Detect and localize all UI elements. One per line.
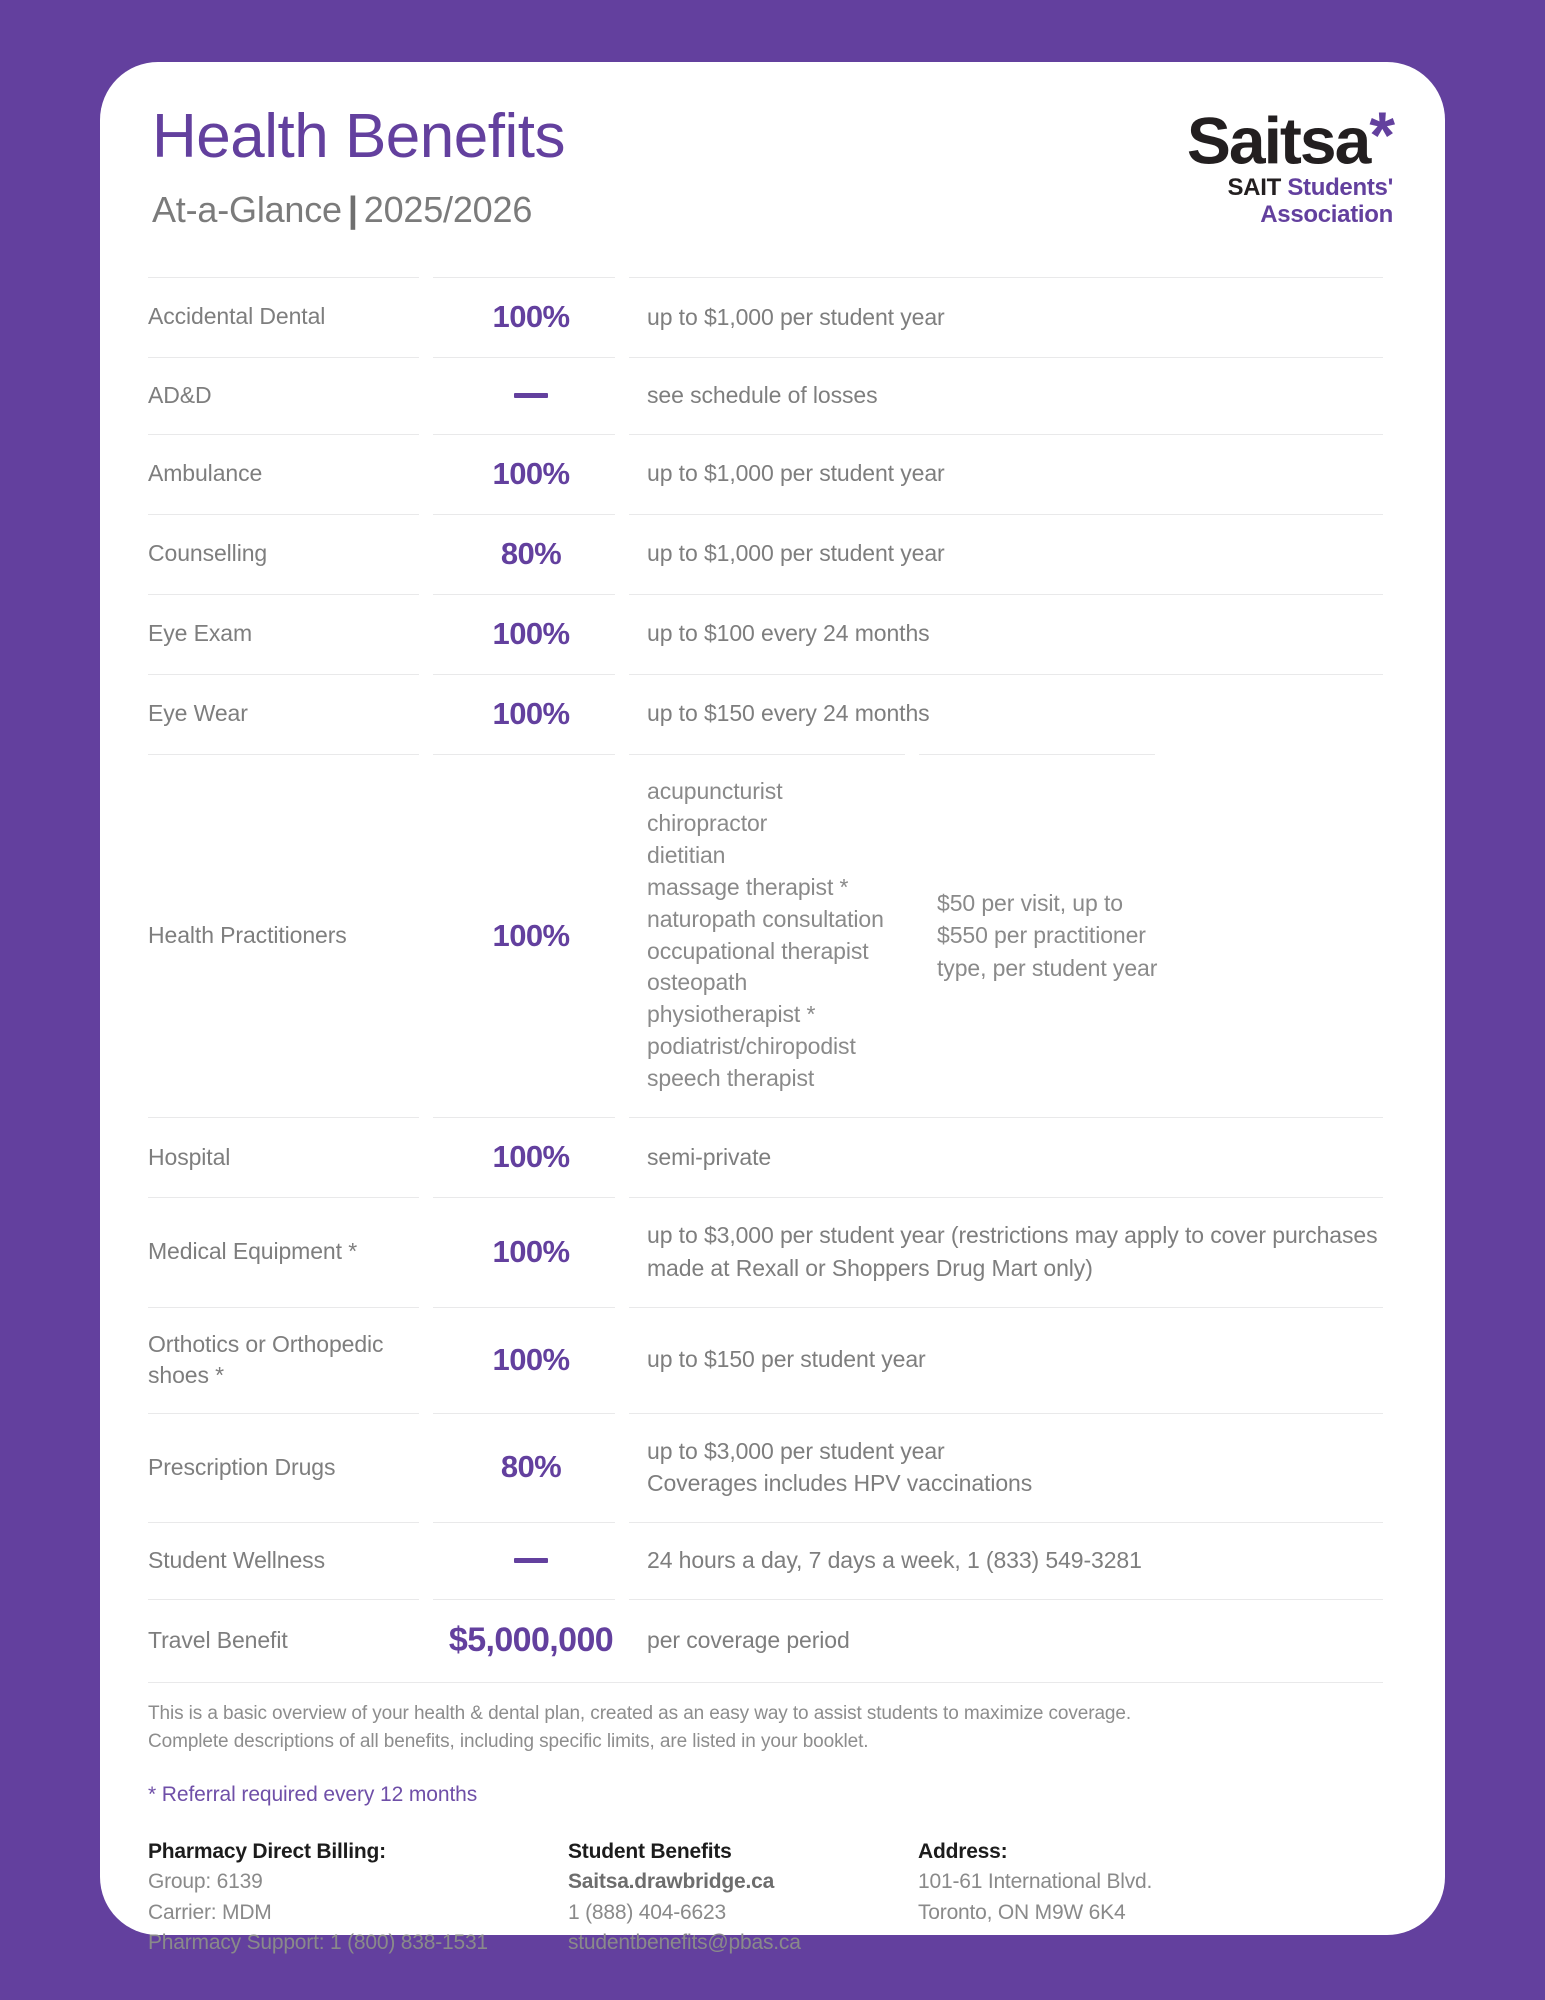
logo-wordmark [1083, 98, 1393, 178]
list-item: speech therapist [647, 1065, 815, 1092]
benefit-description-cell: semi-private [629, 1117, 1397, 1197]
benefit-percent-cell: 100% [433, 1307, 629, 1413]
list-item: occupational therapist [647, 937, 869, 964]
list-item: naturopath consultation [647, 905, 884, 932]
table-row [148, 434, 1397, 514]
description-line: Coverages includes HPV vaccinations [647, 1470, 1033, 1497]
page-title: Health Benefits [152, 102, 565, 171]
disclaimer-notes [148, 1682, 1397, 1807]
benefit-percent-cell [433, 357, 629, 434]
benefit-description-cell: up to $1,000 per student year [629, 514, 1397, 594]
benefit-name-cell: Accidental Dental [148, 277, 433, 357]
practitioner-list [647, 776, 884, 1096]
footer-column-address [918, 1837, 1397, 1959]
list-item: chiropractor [647, 809, 768, 836]
benefit-description-cell: up to $150 every 24 months [629, 674, 1397, 754]
benefit-name-cell: Ambulance [148, 434, 433, 514]
benefit-percent-cell: 100% [433, 594, 629, 674]
benefit-name-cell: Eye Wear [148, 674, 433, 754]
table-row [148, 674, 1397, 754]
benefit-percent-cell: $5,000,000 [433, 1599, 629, 1682]
benefit-name-cell: Prescription Drugs [148, 1413, 433, 1522]
benefit-description-cell: see schedule of losses [629, 357, 1397, 434]
benefits-table [148, 277, 1397, 1682]
logo-association-text: Association [1260, 201, 1393, 229]
list-item: podiatrist/chiropodist [647, 1033, 856, 1060]
benefit-name-cell: Health Practitioners [148, 754, 433, 1118]
benefit-name-cell: Travel Benefit [148, 1599, 433, 1682]
benefit-percent-cell: 100% [433, 434, 629, 514]
address-line-2: Toronto, ON M9W 6K4 [918, 1900, 1126, 1924]
pharmacy-heading: Pharmacy Direct Billing: [148, 1839, 386, 1863]
logo-wordmark-text: Saitsa [1186, 103, 1370, 178]
benefit-description-cell: up to $3,000 per student year (restrictions may apply to cover purchases made at Rexall or Shoppers Drug Mart only) [629, 1197, 1397, 1306]
logo-subline-1 [1083, 175, 1393, 202]
referral-note: * Referral required every 12 months [148, 1782, 478, 1806]
benefit-percent-cell [433, 1522, 629, 1599]
benefit-percent-cell: 100% [433, 1197, 629, 1306]
address-heading: Address: [918, 1839, 1008, 1863]
table-row [148, 1117, 1397, 1197]
practitioner-limit-cell: $50 per visit, up to $550 per practitioner type, per student year [919, 754, 1169, 1118]
em-dash-icon [514, 1558, 548, 1563]
list-item: massage therapist * [647, 873, 849, 900]
benefit-description-cell: 24 hours a day, 7 days a week, 1 (833) 549-3281 [629, 1522, 1397, 1599]
benefits-website-link[interactable]: Saitsa.drawbridge.ca [568, 1870, 775, 1894]
subtitle-divider: | [347, 189, 358, 231]
benefit-name-cell: Student Wellness [148, 1522, 433, 1599]
benefit-description-cell: up to $1,000 per student year [629, 434, 1397, 514]
practitioner-list-cell [629, 754, 919, 1118]
em-dash-icon [514, 393, 548, 398]
benefits-phone[interactable]: 1 (888) 404-6623 [568, 1900, 726, 1924]
benefit-name-cell: AD&D [148, 357, 433, 434]
footer-contacts [148, 1837, 1397, 1959]
benefit-percent-cell: 100% [433, 1117, 629, 1197]
benefit-description-cell: up to $100 every 24 months [629, 594, 1397, 674]
table-row-health-practitioners [148, 754, 1397, 1118]
content-card [100, 62, 1445, 1955]
table-row [148, 1599, 1397, 1682]
list-item: dietitian [647, 841, 726, 868]
benefit-name-cell: Medical Equipment * [148, 1197, 433, 1306]
table-row [148, 514, 1397, 594]
table-row [148, 1307, 1397, 1413]
pharmacy-support: Pharmacy Support: 1 (800) 838-1531 [148, 1931, 488, 1955]
subtitle-label: At-a-Glance [152, 189, 342, 231]
benefit-name-cell: Eye Exam [148, 594, 433, 674]
description-line: up to $3,000 per student year [647, 1437, 945, 1464]
benefits-heading: Student Benefits [568, 1839, 732, 1863]
pharmacy-carrier: Carrier: MDM [148, 1900, 272, 1924]
table-row [148, 1522, 1397, 1599]
list-item: osteopath [647, 969, 748, 996]
list-item: physiotherapist * [647, 1001, 816, 1028]
benefit-percent-cell: 100% [433, 277, 629, 357]
benefit-percent-cell: 100% [433, 674, 629, 754]
benefit-description-cell: per coverage period [629, 1599, 1397, 1682]
note-line: Complete descriptions of all benefits, including specific limits, are listed in your booklet. [148, 1731, 869, 1753]
benefit-percent-cell: 100% [433, 754, 629, 1118]
benefit-name-cell: Orthotics or Orthopedic shoes * [148, 1307, 433, 1413]
pharmacy-group: Group: 6139 [148, 1870, 263, 1894]
benefit-name-cell: Counselling [148, 514, 433, 594]
logo-students-text: Students' [1287, 174, 1393, 202]
list-item: acupuncturist [647, 777, 783, 804]
subtitle-year: 2025/2026 [363, 189, 533, 231]
benefit-description-cell: up to $1,000 per student year [629, 277, 1397, 357]
table-row [148, 594, 1397, 674]
benefit-name-cell: Hospital [148, 1117, 433, 1197]
note-line: This is a basic overview of your health & dental plan, created as an easy way to assist students to maximize coverage. [148, 1702, 1132, 1724]
benefit-percent-cell: 80% [433, 514, 629, 594]
table-row [148, 1197, 1397, 1306]
saitsa-logo [1083, 98, 1393, 229]
header [100, 62, 1445, 277]
benefit-description-cell: up to $150 per student year [629, 1307, 1397, 1413]
benefits-email[interactable]: studentbenefits@pbas.ca [568, 1931, 801, 1955]
logo-sait-text: SAIT [1227, 174, 1281, 202]
footer-column-pharmacy [148, 1837, 568, 1959]
table-row [148, 357, 1397, 434]
asterisk-icon: * [1369, 98, 1393, 172]
table-row [148, 1413, 1397, 1522]
benefit-description-cell [629, 1413, 1397, 1522]
address-line-1: 101-61 International Blvd. [918, 1870, 1153, 1894]
benefit-percent-cell: 80% [433, 1413, 629, 1522]
table-row [148, 277, 1397, 357]
footer-column-benefits [568, 1837, 918, 1959]
